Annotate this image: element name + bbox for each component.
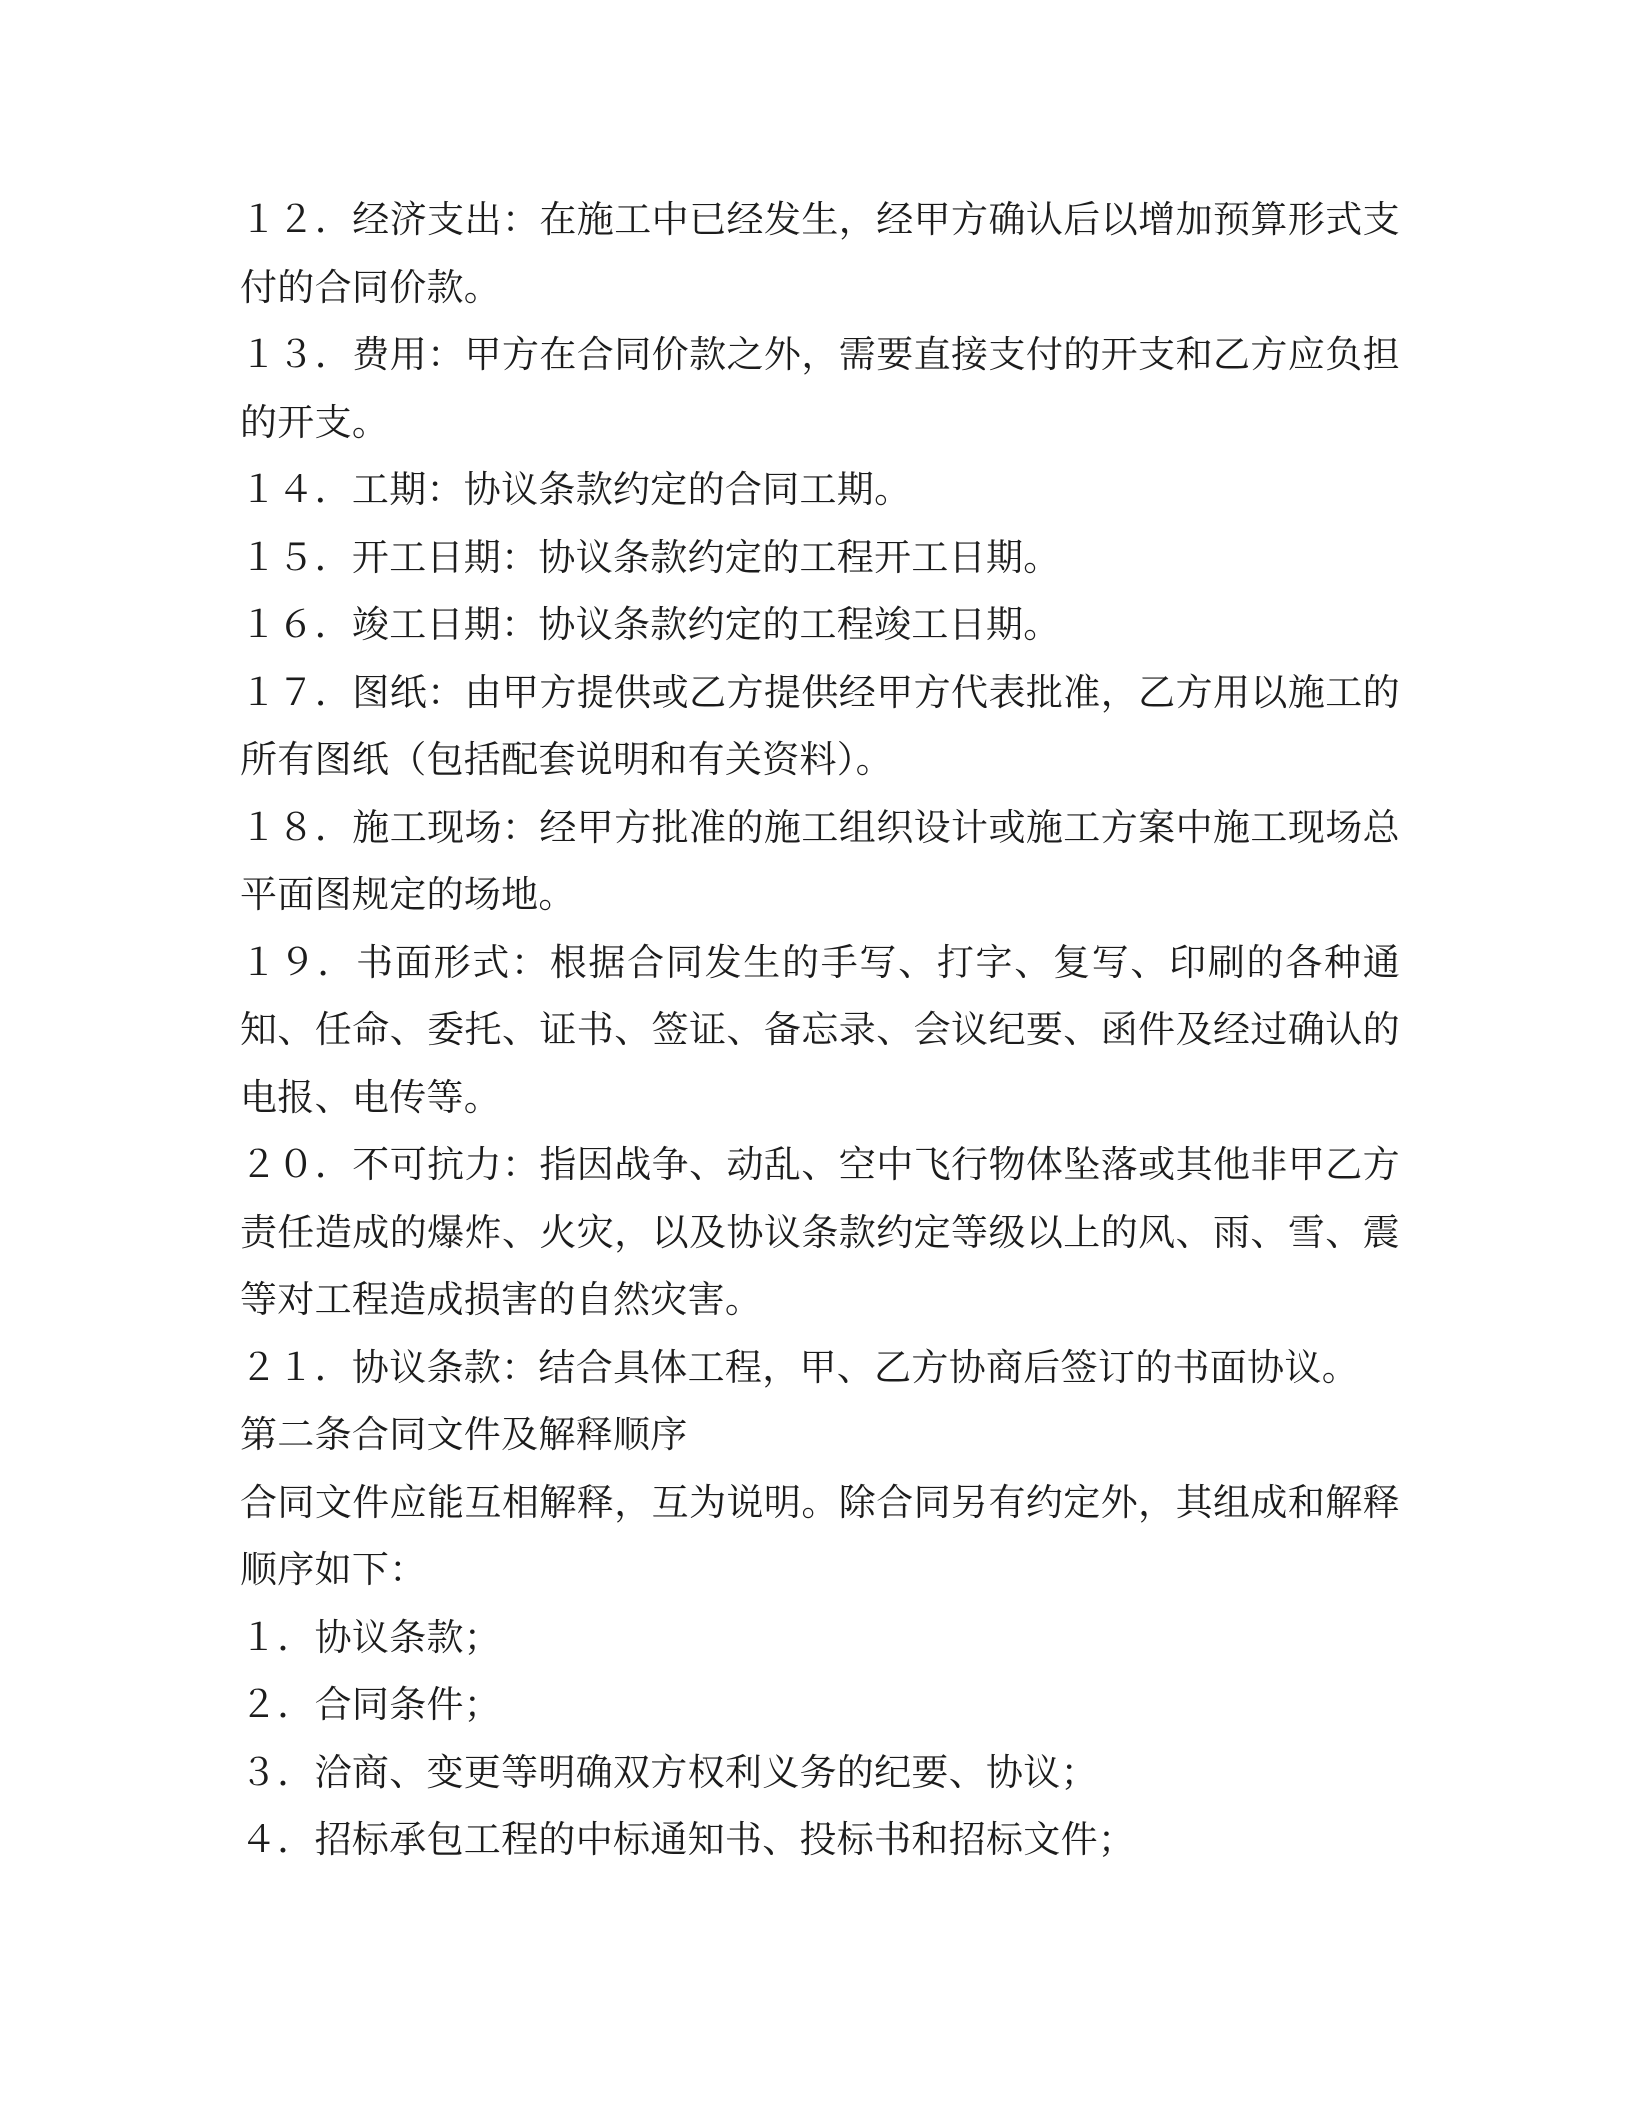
clause-21-agreement-terms: ２１．协议条款：结合具体工程，甲、乙方协商后签订的书面协议。 — [240, 1345, 1359, 1389]
clause-18-construction-site: １８．施工现场：经甲方批准的施工组织设计或施工方案中施工现场总平面图规定的场地。 — [240, 805, 1400, 916]
document-body — [240, 186, 1400, 1874]
order-item-3: ３．洽商、变更等明确双方权利义务的纪要、协议； — [240, 1750, 1098, 1794]
order-item-2: ２．合同条件； — [240, 1683, 502, 1726]
clause-12-economic-expenditure: １２．经济支出：在施工中已经发生，经甲方确认后以增加预算形式支付的合同价款。 — [240, 198, 1400, 309]
clause-20-force-majeure: ２０．不可抗力：指因战争、动乱、空中飞行物体坠落或其他非甲乙方责任造成的爆炸、火灾，以及协议条款约定等级以上的风、雨、雪、震等对工程造成损害的自然灾害。 — [240, 1143, 1400, 1321]
order-item-4: ４．招标承包工程的中标通知书、投标书和招标文件； — [240, 1818, 1136, 1861]
clause-16-completion-date: １６．竣工日期：协议条款约定的工程竣工日期。 — [240, 603, 1061, 646]
clause-15-start-date: １５．开工日期：协议条款约定的工程开工日期。 — [240, 535, 1061, 579]
article-2-intro: 合同文件应能互相解释，互为说明。除合同另有约定外，其组成和解释顺序如下： — [240, 1480, 1400, 1591]
clause-19-written-form: １９．书面形式：根据合同发生的手写、打字、复写、印刷的各种通知、任命、委托、证书、签证、备忘录、会议纪要、函件及经过确认的电报、电传等。 — [240, 940, 1400, 1119]
clause-14-construction-period: １４．工期：协议条款约定的合同工期。 — [240, 468, 912, 511]
order-item-1: １．协议条款； — [240, 1615, 502, 1659]
clause-17-drawings: １７．图纸：由甲方提供或乙方提供经甲方代表批准，乙方用以施工的所有图纸（包括配套说明和有关资料）。 — [240, 670, 1400, 781]
clause-13-fees: １３．费用：甲方在合同价款之外，需要直接支付的开支和乙方应负担的开支。 — [240, 333, 1400, 444]
article-2-heading: 第二条合同文件及解释顺序 — [240, 1413, 688, 1456]
